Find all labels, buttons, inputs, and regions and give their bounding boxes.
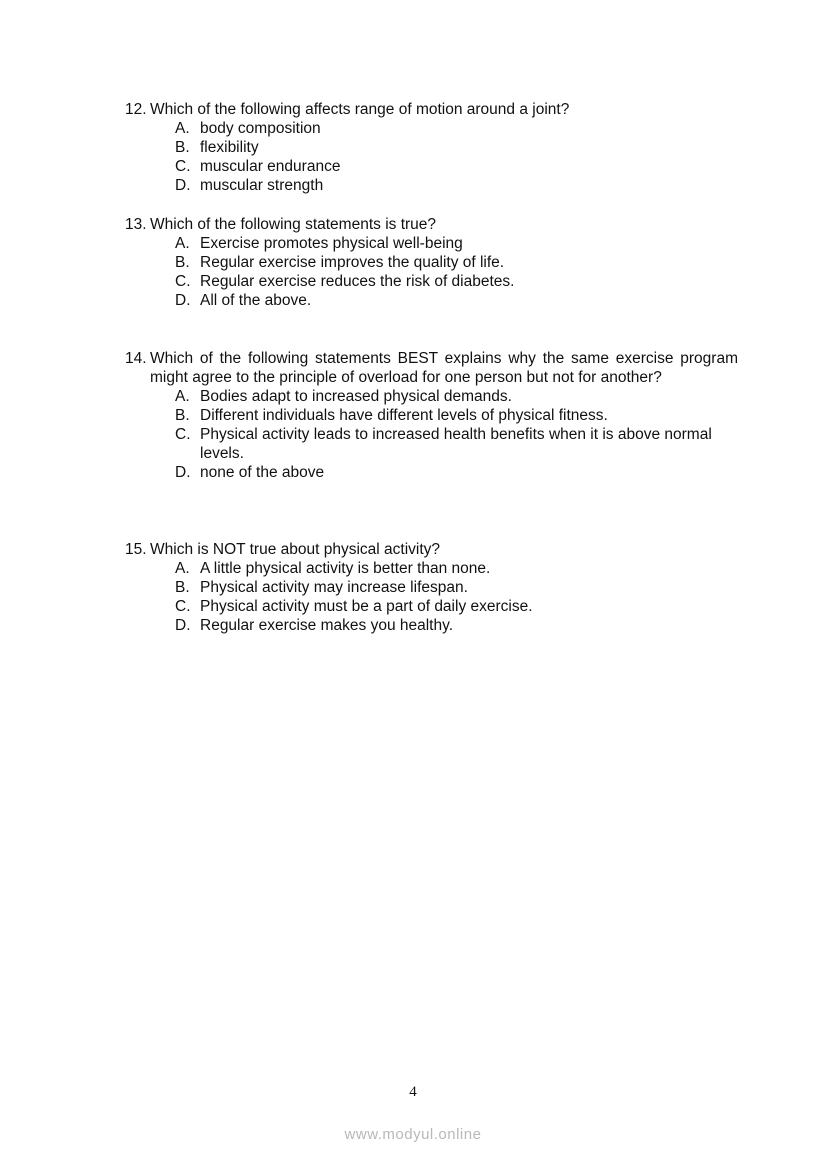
option-letter: B. bbox=[175, 139, 190, 156]
answer-option bbox=[175, 176, 738, 195]
answer-option bbox=[175, 597, 738, 616]
option-text: Regular exercise improves the quality of life. bbox=[200, 254, 505, 271]
option-text: flexibility bbox=[200, 139, 259, 156]
question-stem bbox=[125, 100, 738, 119]
answer-option bbox=[175, 406, 738, 425]
option-letter: D. bbox=[175, 292, 191, 309]
answer-option bbox=[175, 387, 738, 406]
watermark: www.modyul.online bbox=[344, 1126, 482, 1143]
answer-option bbox=[175, 559, 738, 578]
answer-option bbox=[175, 291, 738, 310]
option-text: Regular exercise makes you healthy. bbox=[200, 617, 454, 634]
option-letter: C. bbox=[175, 273, 191, 290]
option-letter: B. bbox=[175, 407, 190, 424]
question-number: 12. bbox=[125, 101, 147, 118]
option-letter: D. bbox=[175, 464, 191, 481]
option-text: Different individuals have different levels of physical fitness. bbox=[200, 407, 608, 424]
option-text: Physical activity must be a part of daily exercise. bbox=[200, 598, 533, 615]
answer-option bbox=[175, 616, 738, 635]
option-text: muscular strength bbox=[200, 177, 324, 194]
question-14 bbox=[125, 349, 738, 482]
question-12 bbox=[125, 100, 738, 195]
question-number: 13. bbox=[125, 216, 147, 233]
option-letter: A. bbox=[175, 560, 190, 577]
option-letter: A. bbox=[175, 388, 190, 405]
answer-option bbox=[175, 138, 738, 157]
question-15 bbox=[125, 540, 738, 635]
option-text: Exercise promotes physical well-being bbox=[200, 235, 463, 252]
question-text: Which of the following statements BEST explains why the same exercise program might agree to the principle of overload for one person but not for another? bbox=[150, 350, 738, 386]
question-number: 14. bbox=[125, 350, 147, 367]
question-number: 15. bbox=[125, 541, 147, 558]
answer-option bbox=[175, 119, 738, 138]
option-text: none of the above bbox=[200, 464, 325, 481]
question-stem bbox=[125, 349, 738, 387]
question-stem bbox=[125, 215, 738, 234]
question-stem bbox=[125, 540, 738, 559]
page-number: 4 bbox=[409, 1084, 417, 1100]
option-letter: C. bbox=[175, 426, 191, 443]
question-13 bbox=[125, 215, 738, 310]
option-letter: A. bbox=[175, 120, 190, 137]
option-letter: D. bbox=[175, 177, 191, 194]
option-text: Physical activity may increase lifespan. bbox=[200, 579, 468, 596]
option-text: Bodies adapt to increased physical demands. bbox=[200, 388, 512, 405]
answer-option bbox=[175, 272, 738, 291]
question-text: Which of the following statements is true? bbox=[150, 216, 437, 233]
option-letter: B. bbox=[175, 254, 190, 271]
answer-option bbox=[175, 463, 738, 482]
answer-option bbox=[175, 425, 738, 463]
option-letter: B. bbox=[175, 579, 190, 596]
option-text: muscular endurance bbox=[200, 158, 341, 175]
question-text: Which is NOT true about physical activity? bbox=[150, 541, 441, 558]
option-text: Regular exercise reduces the risk of diabetes. bbox=[200, 273, 515, 290]
answer-option bbox=[175, 157, 738, 176]
question-text: Which of the following affects range of motion around a joint? bbox=[150, 101, 570, 118]
option-letter: D. bbox=[175, 617, 191, 634]
answer-option bbox=[175, 234, 738, 253]
answer-option bbox=[175, 253, 738, 272]
option-text: A little physical activity is better than none. bbox=[200, 560, 491, 577]
option-letter: C. bbox=[175, 598, 191, 615]
answer-option bbox=[175, 578, 738, 597]
option-text: All of the above. bbox=[200, 292, 312, 309]
option-letter: A. bbox=[175, 235, 190, 252]
option-letter: C. bbox=[175, 158, 191, 175]
option-text: Physical activity leads to increased health benefits when it is above normal levels. bbox=[200, 426, 712, 462]
option-text: body composition bbox=[200, 120, 321, 137]
